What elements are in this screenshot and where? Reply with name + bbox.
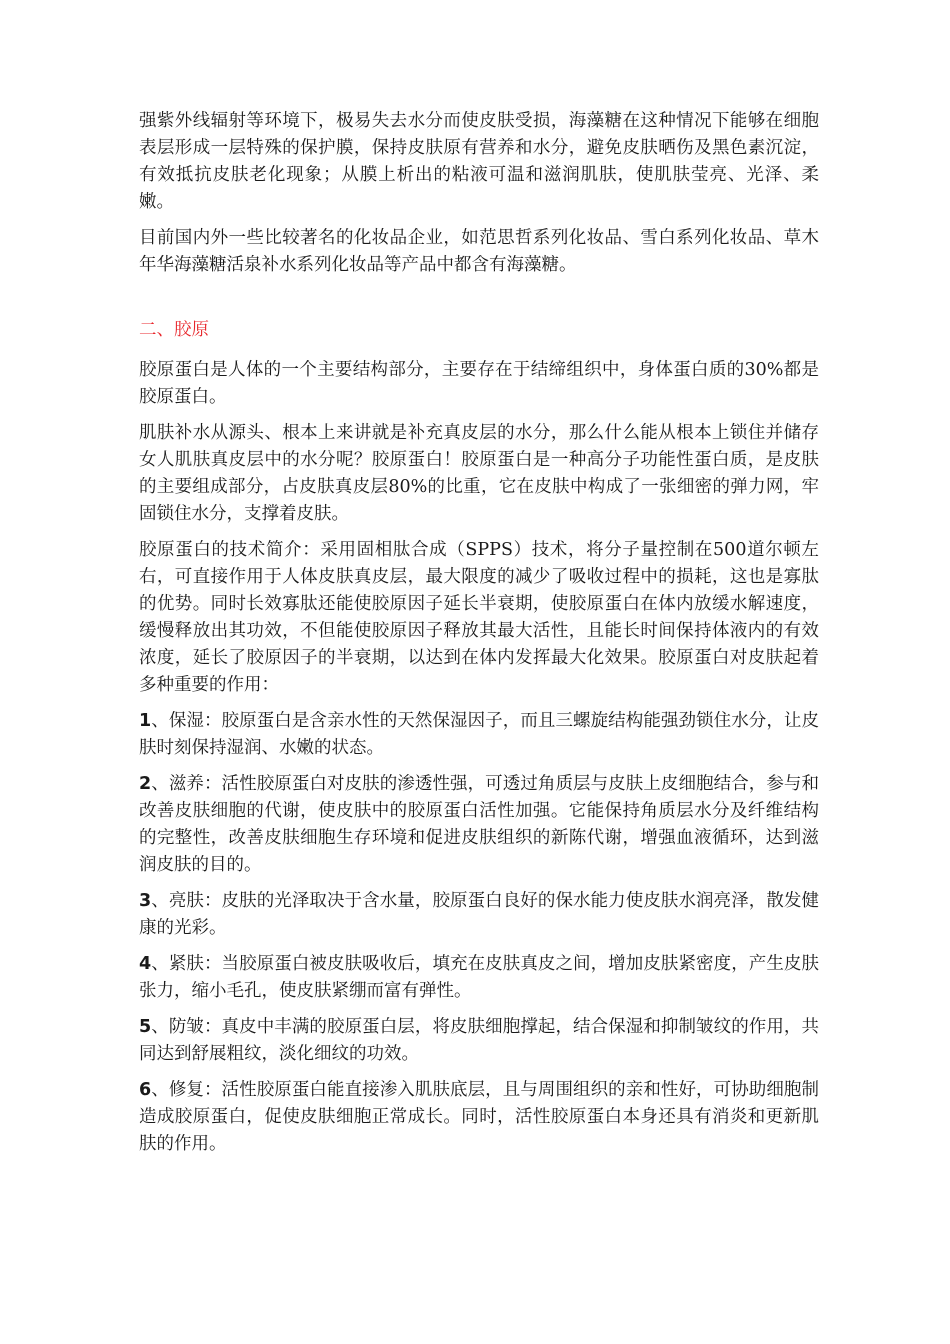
effect-item-repair: [139, 1077, 819, 1158]
effect-text: 、防皱：真皮中丰满的胶原蛋白层，将皮肤细胞撑起，结合保湿和抑制皱纹的作用，共同达到舒展粗纹，淡化细纹的功效。: [139, 1017, 819, 1064]
intro-paragraph-2: 目前国内外一些比较著名的化妆品企业，如范思哲系列化妆品、雪白系列化妆品、草木年华海藻糖活泉补水系列化妆品等产品中都含有海藻糖。: [139, 228, 819, 275]
effect-item-nourish: [139, 771, 819, 879]
intro-paragraph-1: 强紫外线辐射等环境下，极易失去水分而使皮肤受损，海藻糖在这种情况下能够在细胞表层形成一层特殊的保护膜，保持皮肤原有营养和水分，避免皮肤晒伤及黑色素沉淀，有效抵抗皮肤老化现象；从膜上析出的粘液可温和滋润肌肤，使肌肤莹亮、光泽、柔嫩。: [139, 111, 819, 212]
effect-number: 1: [139, 711, 152, 731]
collagen-paragraph-3: 胶原蛋白的技术简介：采用固相肽合成（SPPS）技术，将分子量控制在500道尔顿左右，可直接作用于人体皮肤真皮层，最大限度的减少了吸收过程中的损耗，这也是寡肽的优势。同时长效寡肽还能使胶原因子延长半衰期，使胶原蛋白在体内放缓水解速度，缓慢释放出其功效，不但能使胶原因子释放其最大活性，且能长时间保持体液内的有效浓度，延长了胶原因子的半衰期，以达到在体内发挥最大化效果。胶原蛋白对皮肤起着多种重要的作用：: [139, 540, 819, 695]
effect-text: 、保湿：胶原蛋白是含亲水性的天然保湿因子，而且三螺旋结构能强劲锁住水分，让皮肤时刻保持湿润、水嫩的状态。: [139, 711, 819, 758]
effect-number: 2: [139, 774, 152, 794]
effect-number: 6: [139, 1080, 152, 1100]
effect-number: 3: [139, 891, 152, 911]
section-title: 二、胶原: [139, 320, 209, 340]
effect-text: 、紧肤：当胶原蛋白被皮肤吸收后，填充在皮肤真皮之间，增加皮肤紧密度，产生皮肤张力，缩小毛孔，使皮肤紧绷而富有弹性。: [139, 954, 819, 1001]
effect-number: 4: [139, 954, 152, 974]
effect-number: 5: [139, 1017, 152, 1037]
collagen-paragraph-2: 肌肤补水从源头、根本上来讲就是补充真皮层的水分，那么什么能从根本上锁住并储存女人肌肤真皮层中的水分呢？胶原蛋白！胶原蛋白是一种高分子功能性蛋白质，是皮肤的主要组成部分，占皮肤真皮层80%的比重，它在皮肤中构成了一张细密的弹力网，牢固锁住水分，支撑着皮肤。: [139, 423, 819, 524]
effect-text: 、修复：活性胶原蛋白能直接渗入肌肤底层，且与周围组织的亲和性好，可协助细胞制造成胶原蛋白，促使皮肤细胞正常成长。同时，活性胶原蛋白本身还具有消炎和更新肌肤的作用。: [139, 1080, 819, 1154]
effect-text: 、滋养：活性胶原蛋白对皮肤的渗透性强，可透过角质层与皮肤上皮细胞结合，参与和改善皮肤细胞的代谢，使皮肤中的胶原蛋白活性加强。它能保持角质层水分及纤维结构的完整性，改善皮肤细胞生存环境和促进皮肤组织的新陈代谢，增强血液循环，达到滋润皮肤的目的。: [139, 774, 819, 875]
effect-item-moisturize: [139, 708, 819, 762]
collagen-paragraph-1: 胶原蛋白是人体的一个主要结构部分，主要存在于结缔组织中，身体蛋白质的30%都是胶原蛋白。: [139, 360, 819, 407]
effect-text: 、亮肤：皮肤的光泽取决于含水量，胶原蛋白良好的保水能力使皮肤水润亮泽，散发健康的光彩。: [139, 891, 819, 938]
effect-item-anti-wrinkle: [139, 1014, 819, 1068]
effect-item-firm: [139, 951, 819, 1005]
effect-item-brighten: [139, 888, 819, 942]
document-body: [139, 108, 819, 1167]
